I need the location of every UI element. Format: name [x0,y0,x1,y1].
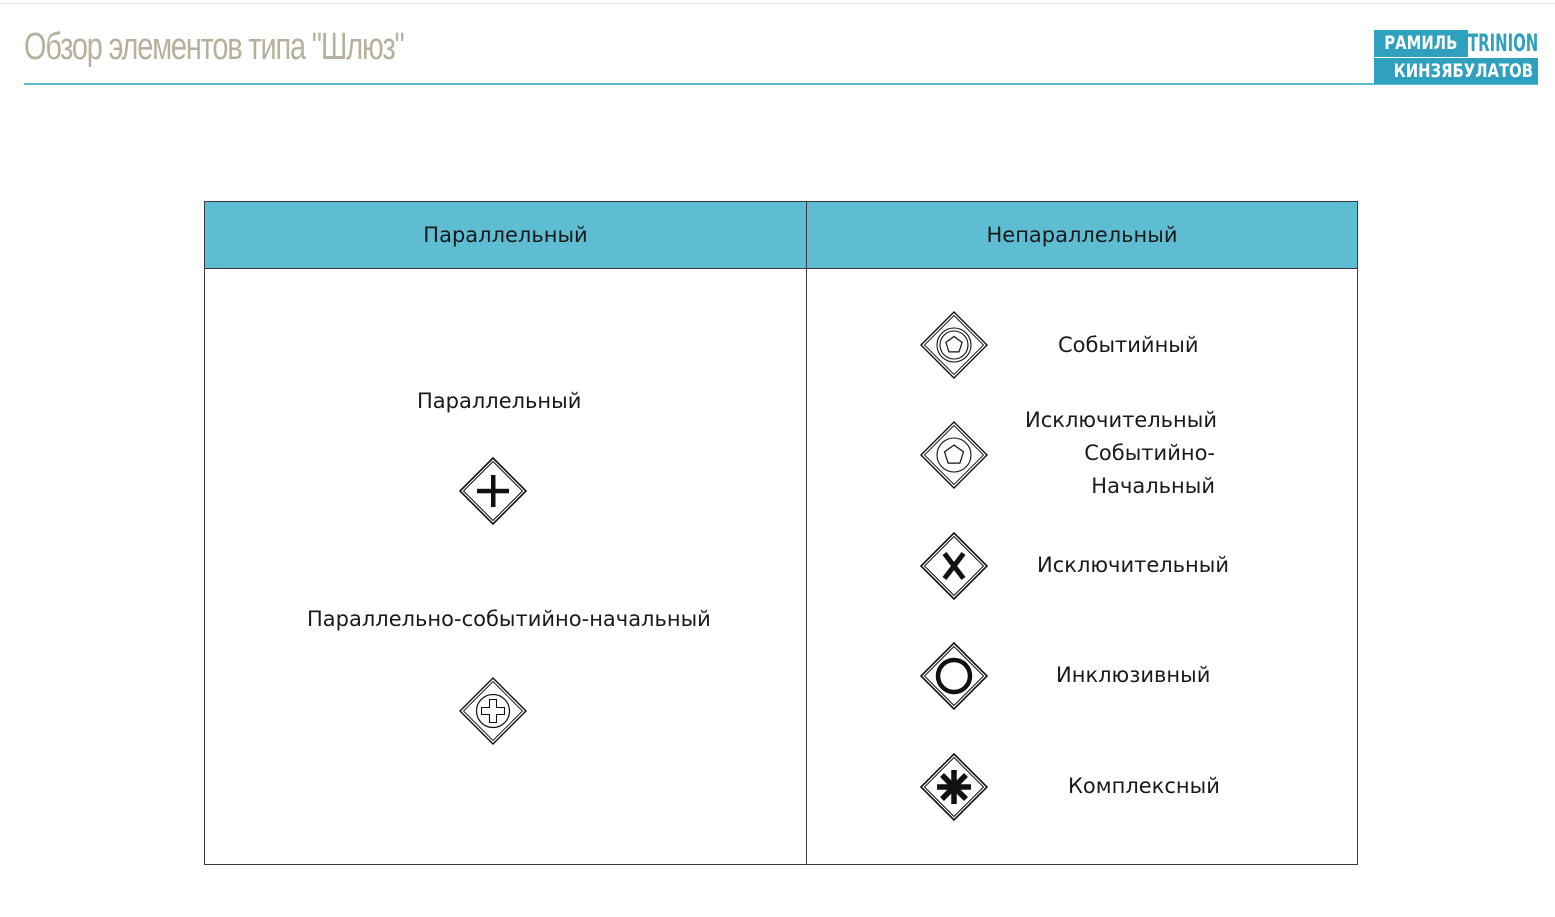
column-header-parallel: Параллельный [423,223,588,247]
parallel-event-start-gateway-label: Параллельно-событийно-начальный [307,607,711,631]
parallel-event-based-start-gateway-icon [458,676,528,746]
parallel-gateway-label: Параллельный [417,389,582,413]
title-underline [24,83,1538,85]
brand-logo [1374,30,1538,84]
exclusive-event-start-gateway-label [1025,404,1218,503]
column-header-nonparallel: Непараллельный [986,223,1178,247]
logo-brand-text: TRINION [1468,30,1538,57]
event-based-gateway-svg [919,310,989,380]
exclusive-event-based-start-gateway-icon [919,420,989,490]
logo-top-row [1374,30,1538,57]
parallel-event-start-gateway-svg [458,676,528,746]
column-divider [806,202,807,864]
exclusive-event-start-line-2: Событийно- [1084,441,1215,465]
parallel-gateway-svg [458,456,528,526]
complex-gateway-label: Комплексный [1068,774,1220,798]
event-based-gateway-icon [919,310,989,380]
gateway-types-table [204,201,1358,865]
inclusive-gateway-svg [919,641,989,711]
exclusive-gateway-label: Исключительный [1037,553,1230,577]
logo-name [1374,30,1468,57]
logo-surname [1374,58,1538,84]
inclusive-gateway-icon [919,641,989,711]
logo-brand [1468,30,1538,57]
exclusive-event-start-line-3: Начальный [1091,474,1215,498]
top-border-line [0,3,1555,4]
table-header-row [205,202,1357,269]
complex-gateway-icon [919,752,989,822]
event-based-gateway-label: Событийный [1058,333,1199,357]
slide-title: Обзор элементов типа "Шлюз" [24,26,404,68]
logo-surname-text: КИНЗЯБУЛАТОВ [1393,60,1534,82]
exclusive-gateway-icon [919,531,989,601]
exclusive-event-start-gateway-svg [919,420,989,490]
inclusive-gateway-label: Инклюзивный [1056,663,1211,687]
exclusive-gateway-svg [919,531,989,601]
complex-gateway-svg [919,752,989,822]
exclusive-event-start-line-1: Исключительный [1025,408,1218,432]
parallel-gateway-icon [458,456,528,526]
logo-name-text: РАМИЛЬ [1384,32,1458,54]
